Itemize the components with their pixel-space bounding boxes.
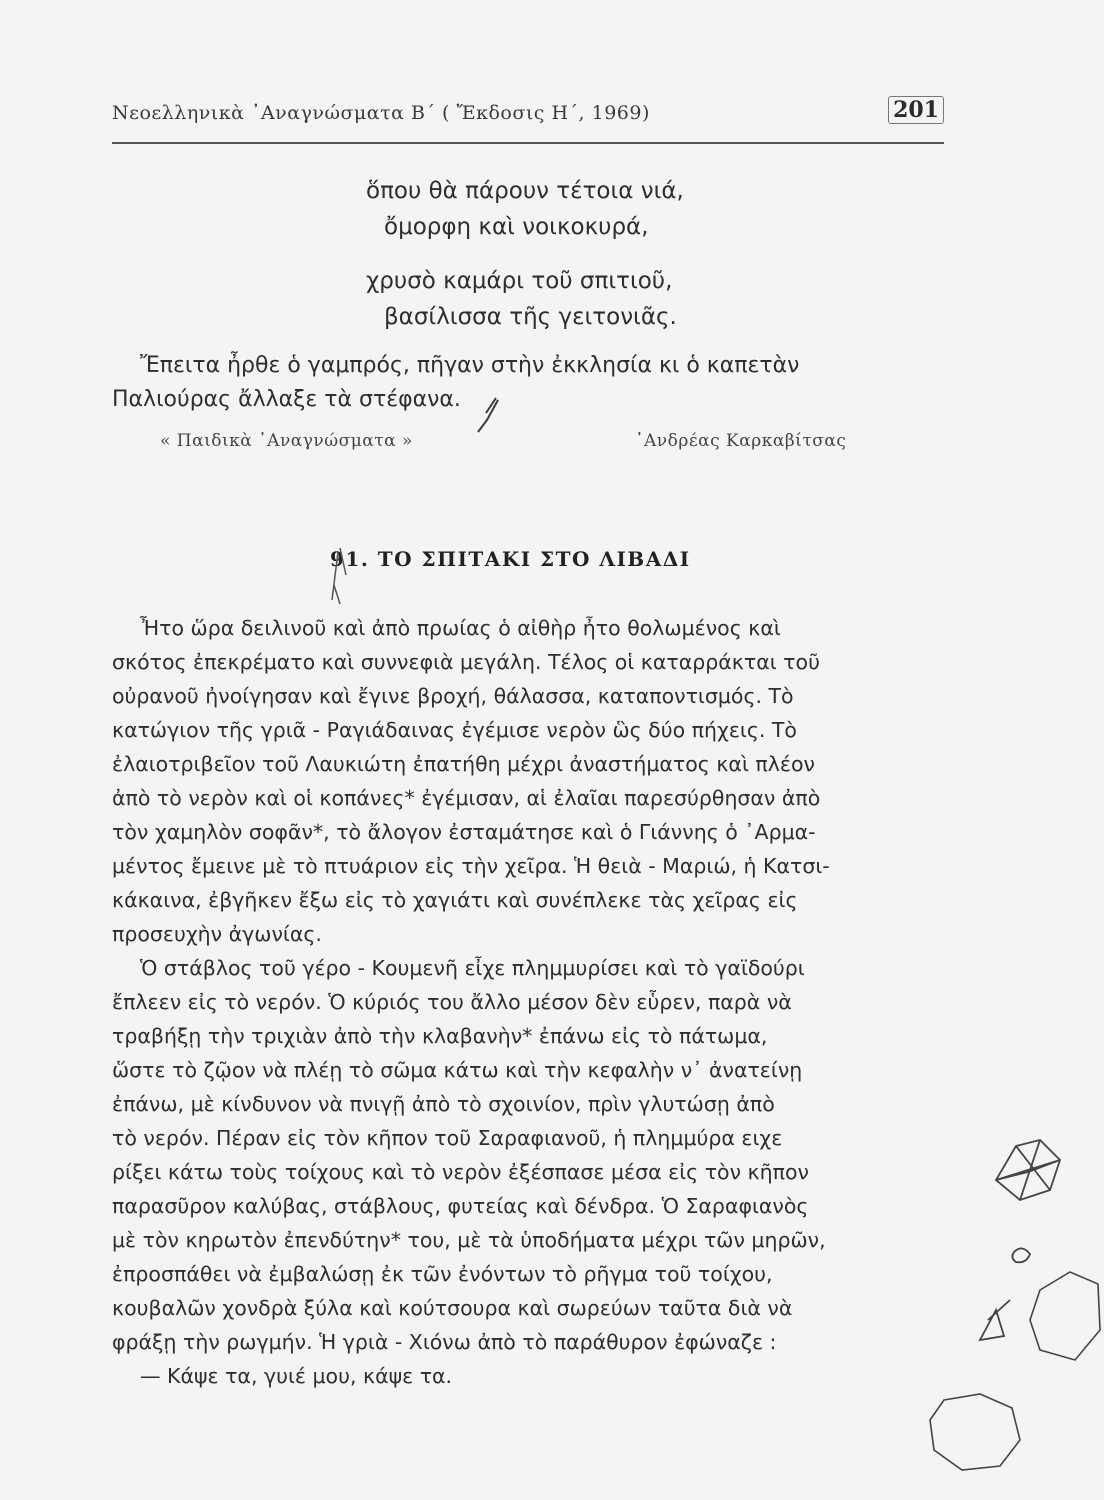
body-line: προσευχὴν ἀγωνίας. — [112, 922, 322, 946]
body-line: φράξῃ τὴν ρωγμήν. Ἡ γριὰ - Χιόνω ἀπὸ τὸ παράθυρον ἐφώναζε : — [112, 1330, 777, 1354]
body-line: — Κάψε τα, γυιέ μου, κάψε τα. — [140, 1364, 453, 1388]
section-heading — [330, 547, 750, 571]
author-name: ᾿Ανδρέας Καρκαβίτσας — [635, 431, 847, 451]
arrow-doodle — [980, 1300, 1010, 1340]
body-line: Ὁ στάβλος τοῦ γέρο - Κουμενῆ εἶχε πλημμυρίσει καὶ τὸ γαϊδούρι — [140, 956, 805, 980]
body-line: κάκαινα, ἐβγῆκεν ἔξω εἰς τὸ χαγιάτι καὶ συνέπλεκε τὰς χεῖρας εἰς — [112, 888, 798, 912]
body-line: ἐπροσπάθει νὰ ἐμβαλώσῃ ἐκ τῶν ἐνόντων τὸ ρῆγμα τοῦ τοίχου, — [112, 1262, 773, 1286]
body-line: κουβαλῶν χονδρὰ ξύλα καὶ κούτσουρα καὶ σωρεύων ταῦτα διὰ νὰ — [112, 1296, 793, 1320]
closing-prose-line: Ἔπειτα ἦρθε ὁ γαμπρός, πῆγαν στὴν ἐκκλησία κι ὁ καπετὰν — [140, 353, 800, 378]
check-mark-doodle — [478, 398, 498, 432]
closing-prose-line: Παλιούρας ἄλλαξε τὰ στέφανα. — [112, 387, 461, 412]
body-line: Ἦτο ὥρα δειλινοῦ καὶ ἀπὸ πρωίας ὁ αἰθὴρ ἦτο θολωμένος καὶ — [140, 616, 781, 640]
small-loop-doodle — [1012, 1248, 1030, 1262]
body-line: ρίξει κάτω τοὺς τοίχους καὶ τὸ νερὸν ἐξέσπασε μέσα εἰς τὸν κῆπον — [112, 1160, 809, 1184]
body-line: μὲ τὸν κηρωτὸν ἐπενδύτην* του, μὲ τὰ ὑποδήματα μέχρι τῶν μηρῶν, — [112, 1228, 826, 1252]
star-polygon-doodle — [996, 1140, 1060, 1200]
hexagon-doodle — [1030, 1272, 1100, 1360]
body-line: τραβήξῃ τὴν τριχιὰν ἀπὸ τὴν κλαβανὴν* ἐπάνω εἰς τὸ πάτωμα, — [112, 1024, 768, 1048]
body-line: σκότος ἐπεκρέματο καὶ συννεφιὰ μεγάλη. Τέλος οἱ καταρράκται τοῦ — [112, 650, 820, 674]
body-line: ὥστε τὸ ζῷον νὰ πλέῃ τὸ σῶμα κάτω καὶ τὴν κεφαλὴν ν᾿ ἀνατείνῃ — [112, 1058, 803, 1082]
body-line: ἀπὸ τὸ νερὸν καὶ οἱ κοπάνες* ἐγέμισαν, αἱ ἐλαῖαι παρεσύρθησαν ἀπὸ — [112, 786, 821, 810]
body-line: κατώγιον τῆς γριᾶ - Ραγιάδαινας ἐγέμισε νερὸν ὣς δύο πήχεις. Τὸ — [112, 718, 797, 742]
body-line: μέντος ἔμεινε μὲ τὸ πτυάριον εἰς τὴν χεῖρα. Ἡ θειὰ - Μαριώ, ἡ Κατσι- — [112, 854, 830, 878]
body-line: παρασῦρον καλύβας, στάβλους, φυτείας καὶ δένδρα. Ὁ Σαραφιανὸς — [112, 1194, 809, 1218]
verse-line: ὅπου θὰ πάρουν τέτοια νιά, — [366, 178, 684, 204]
body-line: οὐρανοῦ ἠνοίγησαν καὶ ἔγινε βροχή, θάλασσα, καταποντισμός. Τὸ — [112, 684, 794, 708]
verse-line: βασίλισσα τῆς γειτονιᾶς. — [384, 304, 677, 330]
header-title: Νεοελληνικὰ ᾿Αναγνώσματα Β΄ ( Ἔκδοσις Η΄, 1969) — [112, 102, 650, 124]
body-line: ἐπάνω, μὲ κίνδυνον νὰ πνιγῇ ἀπὸ τὸ σχοινίον, πρὶν γλυτώσῃ ἀπὸ — [112, 1092, 775, 1116]
section-number: 91 — [330, 547, 361, 571]
body-line: τὸ νερόν. Πέραν εἰς τὸν κῆπον τοῦ Σαραφιανοῦ, ἡ πλημμύρα ειχε — [112, 1126, 783, 1150]
body-line: ἔπλεεν εἰς τὸ νερόν. Ὁ κύριός του ἄλλο μέσον δὲν εὗρεν, παρὰ νὰ — [112, 990, 792, 1014]
source-citation: « Παιδικὰ ᾿Αναγνώσματα » — [160, 431, 413, 451]
section-title: . ΤΟ ΣΠΙΤΑΚΙ ΣΤΟ ΛΙΒΑΔΙ — [360, 547, 691, 571]
running-header — [112, 96, 944, 140]
header-rule — [112, 142, 944, 144]
verse-line: χρυσὸ καμάρι τοῦ σπιτιοῦ, — [366, 268, 673, 294]
verse-line: ὄμορφη καὶ νοικοκυρά, — [384, 214, 649, 240]
octagon-doodle — [930, 1394, 1020, 1470]
body-line: ἐλαιοτριβεῖον τοῦ Λαυκιώτη ἐπατήθη μέχρι ἀναστήματος καὶ πλέον — [112, 752, 815, 776]
page-number: 201 — [888, 96, 944, 124]
body-line: τὸν χαμηλὸν σοφᾶν*, τὸ ἄλογον ἐσταμάτησε καὶ ὁ Γιάννης ὁ ᾿Αρμα- — [112, 820, 816, 844]
